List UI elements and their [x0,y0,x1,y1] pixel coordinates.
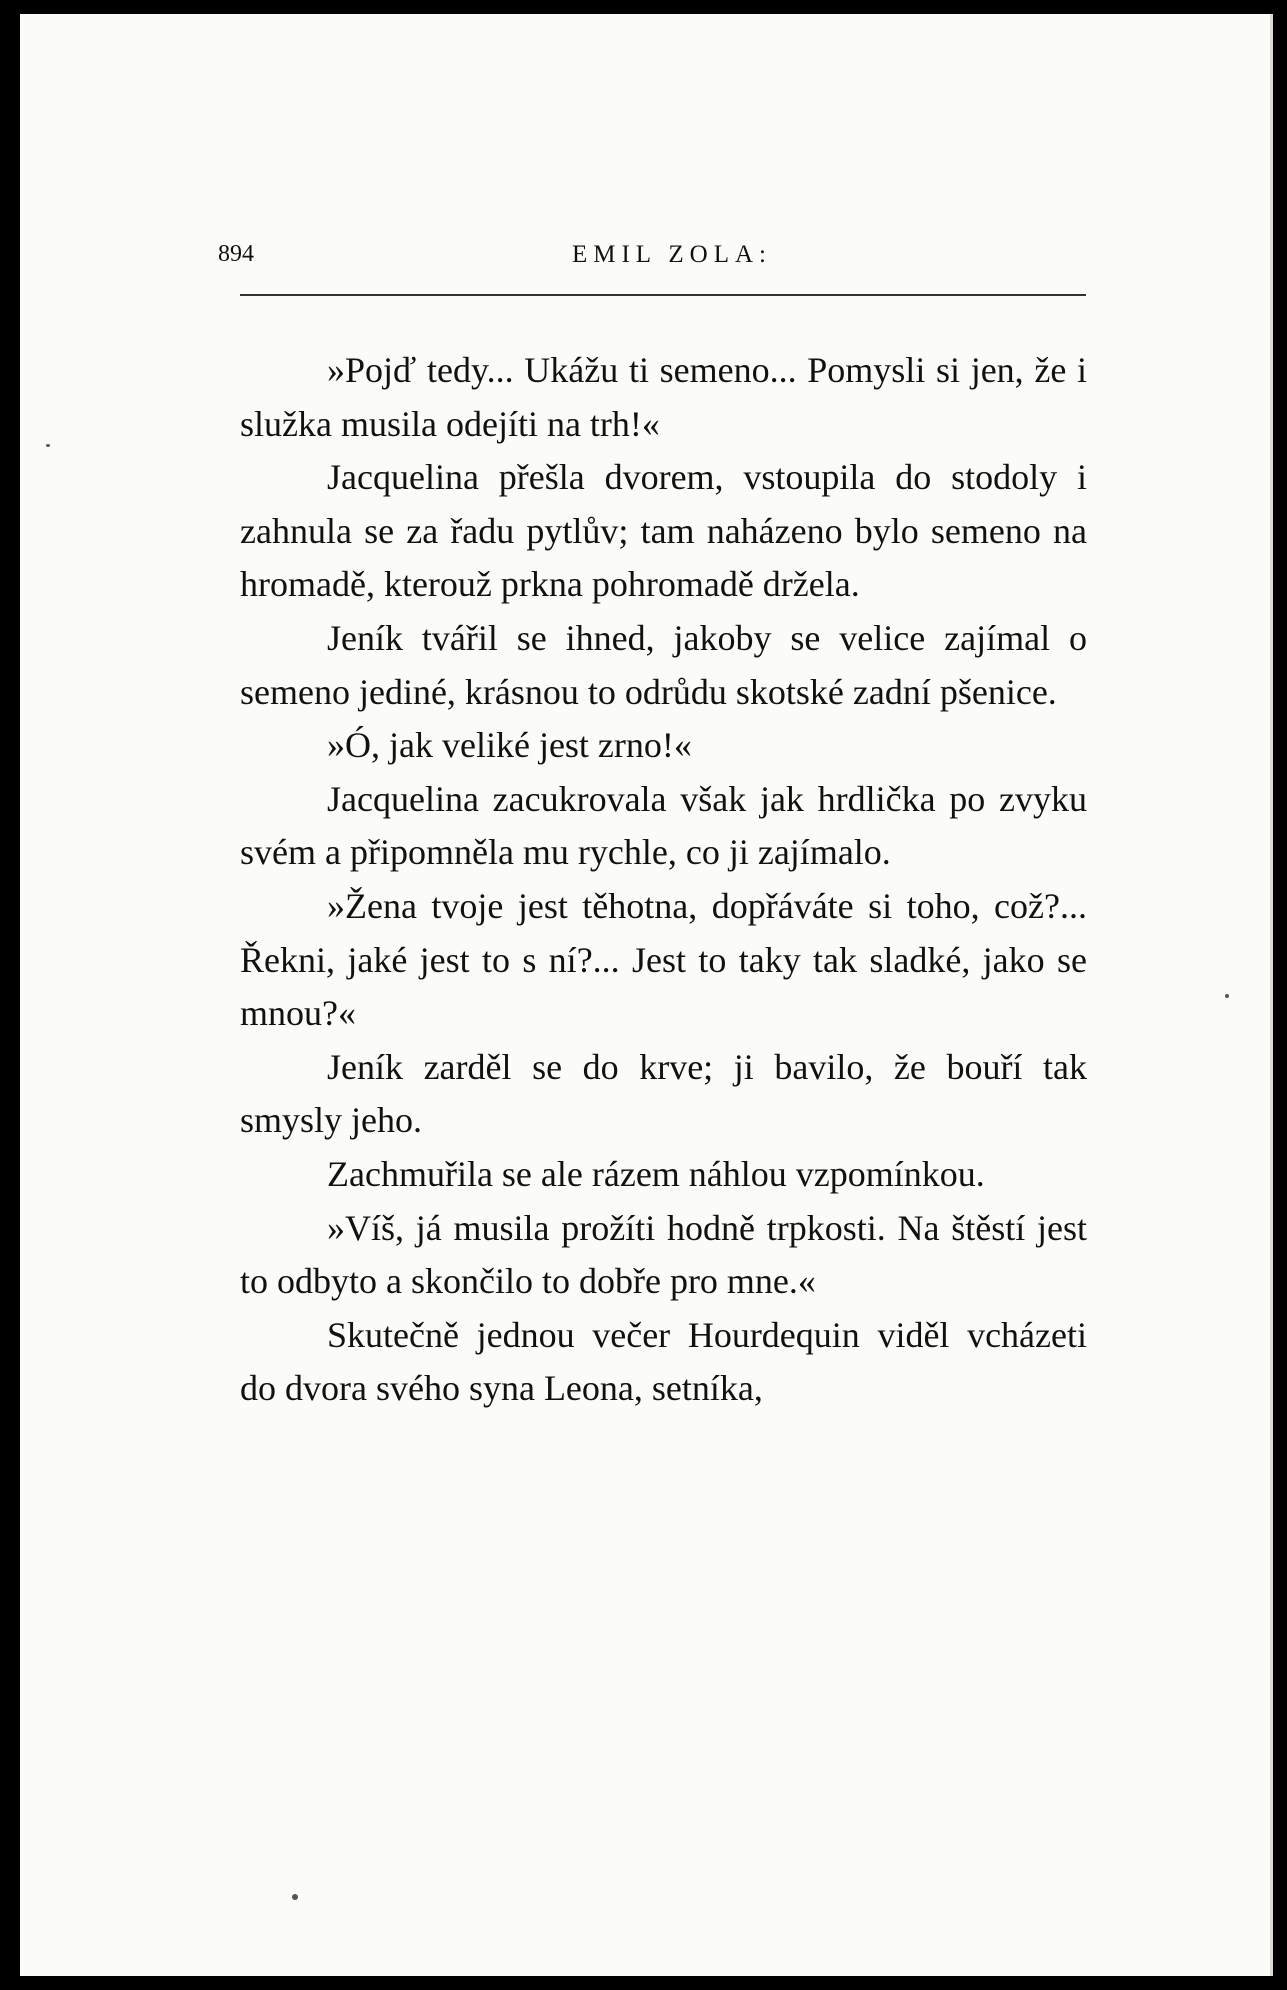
paragraph: »Víš, já musila prožíti hodně trpkosti. Na štěstí jest to odbyto a skončilo to dobře pro mne.« [240,1207,1087,1302]
paragraph: Jacquelina přešla dvorem, vstoupila do stodoly i zahnula se za řadu pytlův; tam naházeno bylo semeno na hromadě, kterouž prkna pohromadě držela. [240,457,1087,605]
paragraph: »Pojď tedy... Ukážu ti semeno... Pomysli si jen, že i služka musila odejíti na trh!« [240,350,1087,444]
header-rule [240,294,1086,296]
scan-speck [1225,994,1229,998]
scan-speck [46,444,50,447]
body-text [240,344,1087,1416]
scan-speck [292,1894,298,1900]
paragraph: Zachmuřila se ale rázem náhlou vzpomínkou. [327,1153,985,1194]
paragraph: Skutečně jednou večer Hourdequin viděl vcházeti do dvora svého syna Leona, setníka, [240,1314,1087,1409]
page-header [218,241,1086,281]
paragraph: »Ó, jak veliké jest zrno!« [327,725,692,766]
running-title: EMIL ZOLA: [571,241,772,268]
paragraph: »Žena tvoje jest těhotna, dopřáváte si toho, což?... Řekni, jaké jest to s ní?... Jest to taky tak sladké, jako se mnou?« [240,885,1087,1034]
book-page [20,14,1273,1976]
paragraph: Jeník tvářil se ihned, jakoby se velice zajímal o semeno jediné, krásnou to odrůdu skotské zadní pšenice. [240,617,1087,712]
paragraph: Jacquelina zacukrovala však jak hrdlička po zvyku svém a připomněla mu rychle, co ji zajímalo. [240,778,1087,873]
paragraph: Jeník zarděl se do krve; ji bavilo, že bouří tak smysly jeho. [240,1046,1087,1141]
page-number: 894 [218,241,254,267]
